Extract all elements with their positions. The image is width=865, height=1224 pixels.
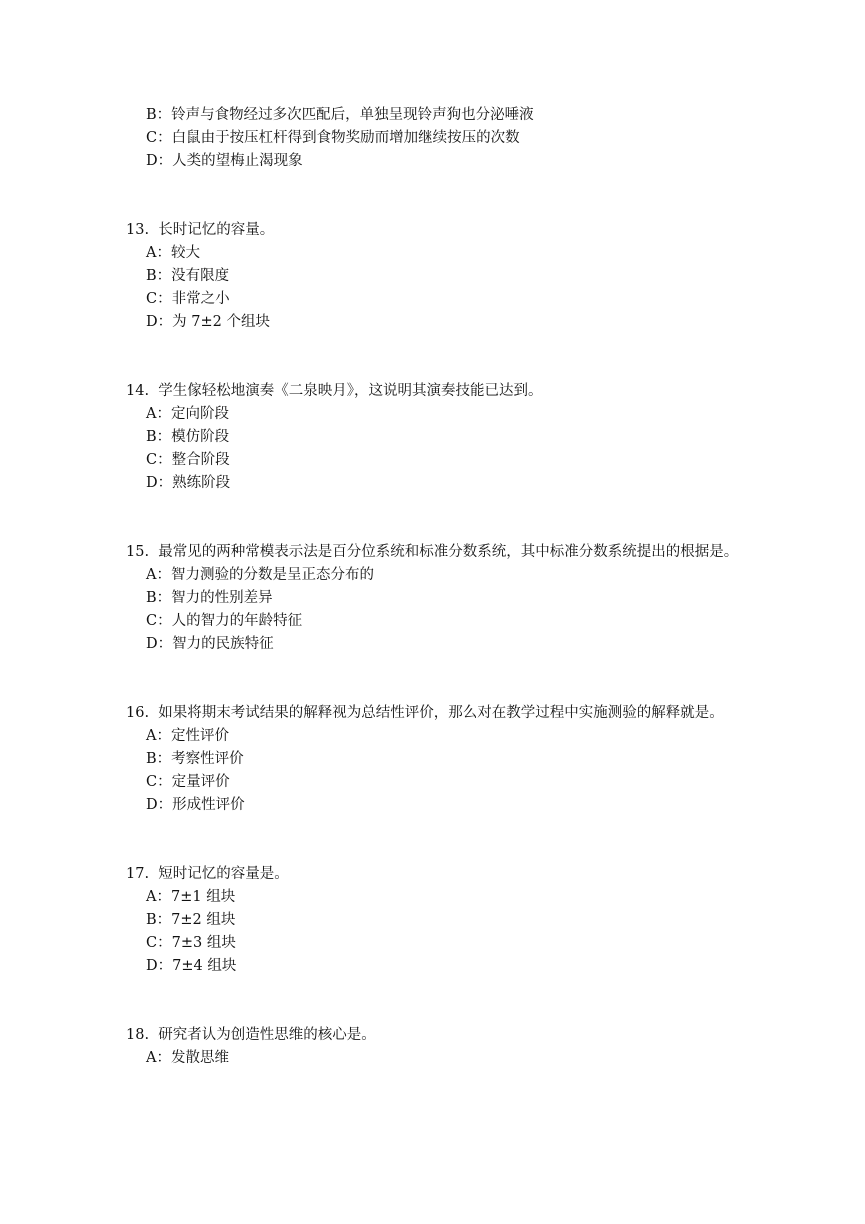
option-text: 定向阶段 bbox=[170, 406, 229, 422]
option-letter: A： bbox=[146, 728, 171, 744]
question-18 bbox=[126, 1024, 746, 1070]
option-b bbox=[146, 104, 746, 127]
option-text: 没有限度 bbox=[171, 268, 230, 284]
question-number: 16. bbox=[126, 705, 150, 721]
option-text: 白鼠由于按压杠杆得到食物奖励而增加继续按压的次数 bbox=[171, 130, 520, 146]
option-a bbox=[146, 886, 746, 909]
option-text: 7±1 组块 bbox=[170, 889, 236, 905]
option-list bbox=[146, 104, 746, 173]
option-d bbox=[146, 311, 746, 334]
option-c bbox=[146, 288, 746, 311]
option-letter: C： bbox=[146, 452, 172, 468]
option-d bbox=[146, 794, 746, 817]
option-text: 定量评价 bbox=[171, 774, 230, 790]
option-b bbox=[146, 426, 746, 449]
question-stem bbox=[126, 1024, 746, 1047]
option-letter: B： bbox=[146, 590, 172, 606]
option-list bbox=[146, 725, 746, 817]
question-number: 13. bbox=[126, 222, 150, 238]
option-text: 考察性评价 bbox=[171, 751, 244, 767]
question-14 bbox=[126, 380, 746, 495]
question-stem bbox=[126, 863, 746, 886]
option-c bbox=[146, 771, 746, 794]
question-text: 研究者认为创造性思维的核心是。 bbox=[158, 1027, 376, 1043]
option-list bbox=[146, 886, 746, 978]
option-letter: D： bbox=[146, 636, 173, 652]
option-b bbox=[146, 587, 746, 610]
option-d bbox=[146, 472, 746, 495]
option-a bbox=[146, 1047, 746, 1070]
option-letter: A： bbox=[146, 406, 171, 422]
option-list bbox=[146, 242, 746, 334]
option-text: 人的智力的年龄特征 bbox=[171, 613, 303, 629]
option-letter: B： bbox=[146, 912, 172, 928]
option-c bbox=[146, 127, 746, 150]
option-text: 为 7±2 个组块 bbox=[172, 314, 270, 330]
question-number: 18. bbox=[126, 1027, 150, 1043]
option-text: 模仿阶段 bbox=[171, 429, 230, 445]
option-letter: A： bbox=[146, 567, 171, 583]
question-13 bbox=[126, 219, 746, 334]
option-letter: C： bbox=[146, 613, 172, 629]
option-letter: D： bbox=[146, 475, 173, 491]
option-list bbox=[146, 403, 746, 495]
option-letter: B： bbox=[146, 751, 172, 767]
option-text: 定性评价 bbox=[170, 728, 229, 744]
option-letter: A： bbox=[146, 1050, 171, 1066]
option-letter: C： bbox=[146, 291, 172, 307]
option-list bbox=[146, 1047, 746, 1070]
question-text: 短时记忆的容量是。 bbox=[158, 866, 289, 882]
option-text: 7±3 组块 bbox=[171, 935, 236, 951]
option-text: 7±2 组块 bbox=[171, 912, 236, 928]
question-text: 如果将期末考试结果的解释视为总结性评价，那么对在教学过程中实施测验的解释就是。 bbox=[158, 705, 724, 721]
question-16 bbox=[126, 702, 746, 817]
question-15 bbox=[126, 541, 746, 656]
question-text: 最常见的两种常模表示法是百分位系统和标准分数系统，其中标准分数系统提出的根据是。 bbox=[158, 544, 739, 560]
option-text: 整合阶段 bbox=[171, 452, 230, 468]
option-text: 智力的性别差异 bbox=[171, 590, 273, 606]
option-d bbox=[146, 633, 746, 656]
option-c bbox=[146, 449, 746, 472]
option-c bbox=[146, 610, 746, 633]
option-text: 智力测验的分数是呈正态分布的 bbox=[170, 567, 374, 583]
question-17 bbox=[126, 863, 746, 978]
question-number: 15. bbox=[126, 544, 150, 560]
option-text: 7±4 组块 bbox=[172, 958, 237, 974]
option-c bbox=[146, 932, 746, 955]
option-letter: B： bbox=[146, 107, 172, 123]
option-a bbox=[146, 403, 746, 426]
option-letter: D： bbox=[146, 958, 173, 974]
question-stem bbox=[126, 702, 746, 725]
option-b bbox=[146, 265, 746, 288]
option-d bbox=[146, 955, 746, 978]
question-list bbox=[126, 104, 746, 1070]
option-text: 熟练阶段 bbox=[172, 475, 231, 491]
option-letter: D： bbox=[146, 153, 173, 169]
question-text: 学生傢轻松地演奏《二泉映月》，这说明其演奏技能已达到。 bbox=[158, 383, 543, 399]
option-text: 发散思维 bbox=[170, 1050, 229, 1066]
option-list bbox=[146, 564, 746, 656]
option-letter: A： bbox=[146, 889, 171, 905]
option-letter: C： bbox=[146, 130, 172, 146]
question-stem bbox=[126, 380, 746, 403]
option-letter: D： bbox=[146, 797, 173, 813]
option-letter: C： bbox=[146, 774, 172, 790]
question-number: 14. bbox=[126, 383, 150, 399]
option-text: 人类的望梅止渴现象 bbox=[172, 153, 303, 169]
option-text: 较大 bbox=[170, 245, 200, 261]
question-stem bbox=[126, 219, 746, 242]
continued-question bbox=[146, 104, 746, 173]
option-b bbox=[146, 748, 746, 771]
option-letter: C： bbox=[146, 935, 172, 951]
option-letter: D： bbox=[146, 314, 173, 330]
option-letter: B： bbox=[146, 268, 172, 284]
option-d bbox=[146, 150, 746, 173]
option-a bbox=[146, 242, 746, 265]
option-a bbox=[146, 564, 746, 587]
option-text: 非常之小 bbox=[171, 291, 230, 307]
option-letter: B： bbox=[146, 429, 172, 445]
question-number: 17. bbox=[126, 866, 150, 882]
option-text: 铃声与食物经过多次匹配后，单独呈现铃声狗也分泌唾液 bbox=[171, 107, 534, 123]
option-a bbox=[146, 725, 746, 748]
option-text: 智力的民族特征 bbox=[172, 636, 274, 652]
option-letter: A： bbox=[146, 245, 171, 261]
question-text: 长时记忆的容量。 bbox=[158, 222, 275, 238]
option-text: 形成性评价 bbox=[172, 797, 245, 813]
option-b bbox=[146, 909, 746, 932]
question-stem bbox=[126, 541, 746, 564]
